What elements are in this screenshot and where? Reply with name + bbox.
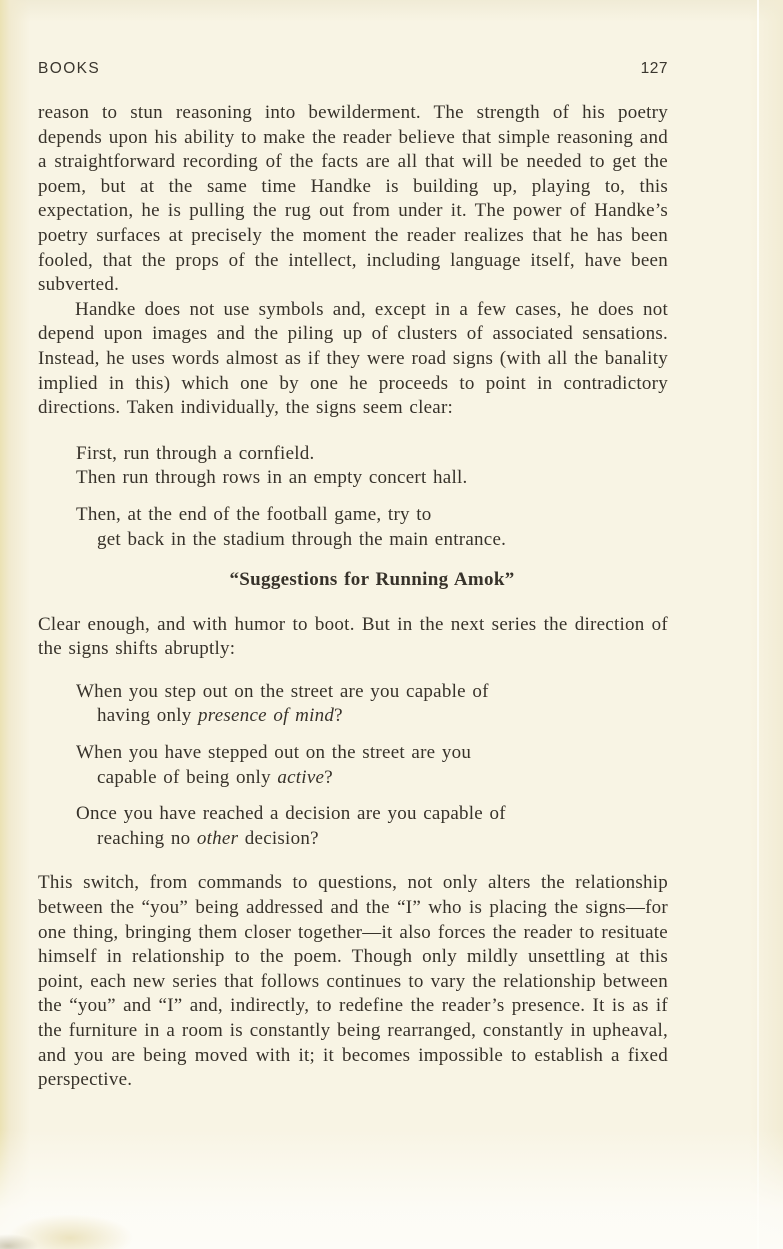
paragraph-4: This switch, from commands to questions, not only alters the relationship between the “you” being addressed and the “I” who is placing the signs—for one thing, bringing them closer together—it also forces the reader to resituate himself in relationship to the poem. Though only mildly unsettling at this point, each new series that follows continues to vary the relationship between the “you” and “I” and, indirectly, to redefine the reader’s presence. It is as if the furniture in a room is constantly being rearranged, constantly in upheaval, and you are being moved with it; it becomes impossible to establish a fixed perspective. bbox=[38, 872, 668, 1091]
verse-italic-phrase: presence of mind bbox=[198, 705, 335, 727]
verse-line: First, run through a cornfield. bbox=[76, 442, 315, 464]
verse-text: ? bbox=[324, 766, 333, 788]
verse-line: get back in the stadium through the main entrance. bbox=[97, 528, 507, 550]
verse-line bbox=[76, 827, 668, 852]
verse-quote-1 bbox=[76, 442, 668, 593]
verse-stanza bbox=[76, 680, 668, 729]
verse-line: Then run through rows in an empty concert hall. bbox=[76, 467, 468, 489]
running-head bbox=[38, 60, 668, 78]
verse-line bbox=[76, 704, 668, 729]
running-head-section: BOOKS bbox=[38, 60, 101, 77]
paragraph-1: reason to stun reasoning into bewilderment. The strength of his poetry depends upon his ability to make the reader believe that simple reasoning and a straightforward recording of the facts are all that will be needed to get the poem, but at the same time Handke is building up, playing to, this expectation, he is pulling the rug out from under it. The power of Handke’s poetry surfaces at precisely the moment the reader realizes that he has been fooled, that the props of the intellect, including language itself, have been subverted. bbox=[38, 102, 668, 296]
verse-line: Once you have reached a decision are you capable of bbox=[76, 803, 506, 825]
page-number: 127 bbox=[640, 60, 668, 77]
page-content bbox=[38, 60, 668, 1093]
verse-text: ? bbox=[334, 705, 343, 727]
verse-quote-2 bbox=[76, 680, 668, 852]
verse-line: When you have stepped out on the street are you bbox=[76, 742, 472, 764]
paragraph-3: Clear enough, and with humor to boot. But in the next series the direction of the signs shifts abruptly: bbox=[38, 613, 668, 660]
verse-stanza bbox=[76, 741, 668, 790]
verse-text: decision? bbox=[238, 827, 319, 849]
paragraph-2: Handke does not use symbols and, except in a few cases, he does not depend upon images and the piling up of clusters of associated sensations. Instead, he uses words almost as if they were road signs (with all the banality implied in this) which one by one he proceeds to point in contradictory directions. Taken individually, the signs seem clear: bbox=[38, 298, 668, 419]
verse-text: reaching no bbox=[97, 827, 197, 849]
verse-stanza bbox=[76, 802, 668, 851]
quote-attribution: “Suggestions for Running Amok” bbox=[229, 569, 515, 591]
verse-text: capable of being only bbox=[97, 766, 278, 788]
verse-italic-phrase: active bbox=[277, 766, 325, 788]
verse-line: Then, at the end of the football game, try to bbox=[76, 503, 432, 525]
body-text bbox=[38, 101, 668, 1093]
verse-italic-phrase: other bbox=[196, 827, 239, 849]
page-crease bbox=[757, 0, 759, 1249]
verse-line: When you step out on the street are you capable of bbox=[76, 680, 489, 702]
verse-text: having only bbox=[97, 705, 198, 727]
verse-line bbox=[76, 766, 668, 791]
